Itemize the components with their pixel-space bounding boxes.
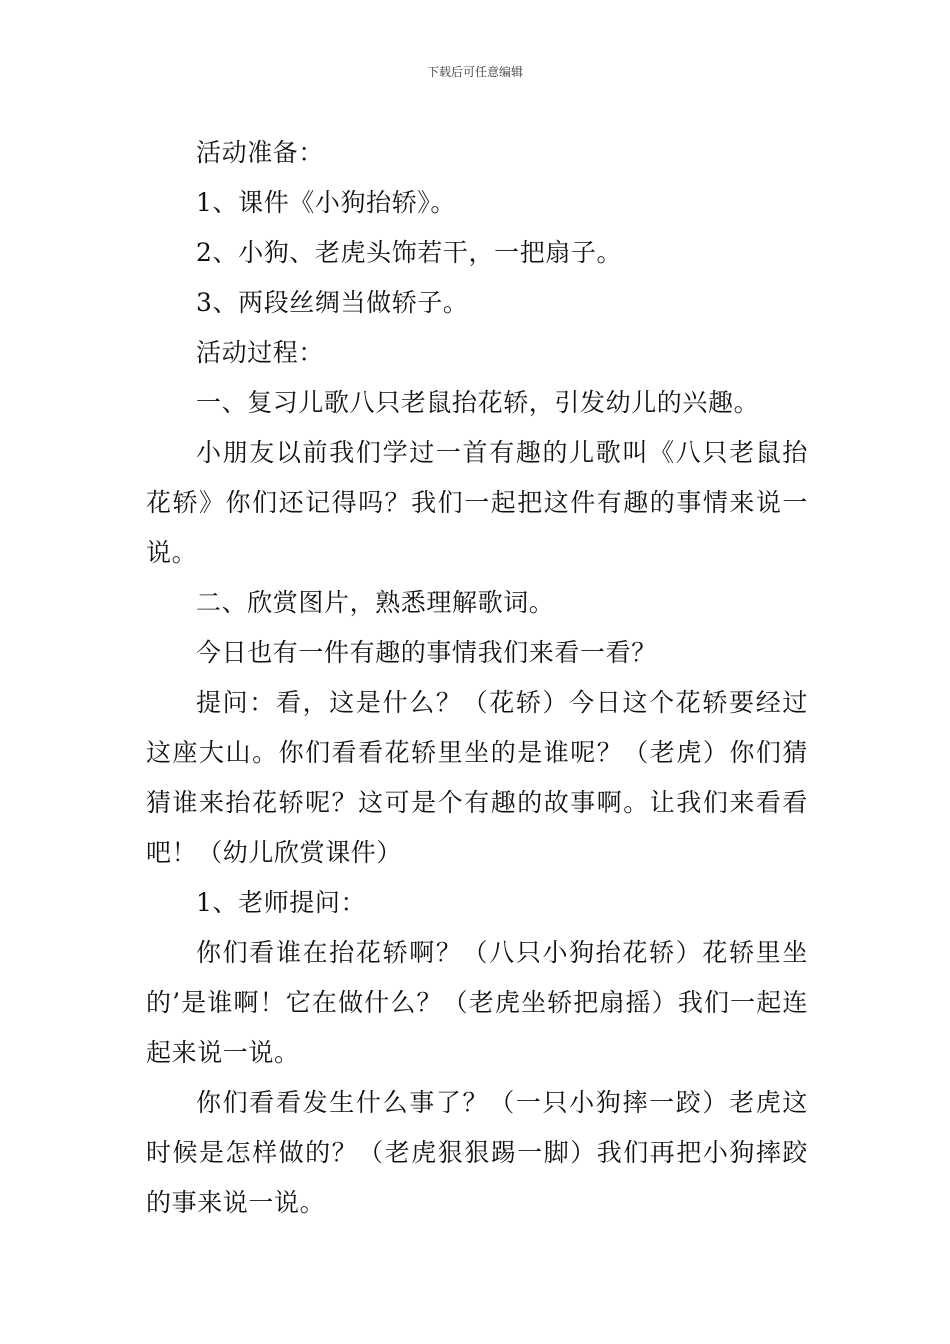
document-body (146, 128, 808, 1228)
step-one-heading: 一、复习儿歌八只老鼠抬花轿，引发幼儿的兴趣。 (196, 388, 760, 417)
paragraph-intro: 今日也有一件有趣的事情我们来看一看？ (196, 638, 657, 667)
page-header: 下载后可任意编辑 (426, 65, 523, 79)
paragraph-review-song: 小朋友以前我们学过一首有趣的儿歌叫《八只老鼠抬花轿》你们还记得吗？我们一起把这件有趣的事情来说一说。 (146, 438, 808, 567)
section-heading-preparation: 活动准备： (196, 138, 325, 167)
paragraph-questions: 提问：看，这是什么？（花轿）今日这个花轿要经过这座大山。你们看看花轿里坐的是谁呢？（老虎）你们猜猜谁来抬花轿呢？这可是个有趣的故事啊。让我们来看看吧！（幼儿欣赏课件） (146, 688, 808, 867)
list-item-courseware: 1、课件《小狗抬轿》。 (196, 188, 457, 217)
section-heading-process: 活动过程： (196, 338, 325, 367)
step-two-heading: 二、欣赏图片，熟悉理解歌词。 (196, 588, 555, 617)
list-item-silk: 3、两段丝绸当做轿子。 (196, 288, 469, 317)
paragraph-what-happened: 你们看看发生什么事了？（一只小狗摔一跤）老虎这时候是怎样做的？（老虎狠狠踢一脚）我们再把小狗摔跤的事来说一说。 (146, 1088, 808, 1217)
list-item-props: 2、小狗、老虎头饰若干，一把扇子。 (196, 238, 623, 267)
subheading-teacher-questions: 1、老师提问： (196, 888, 367, 917)
paragraph-who-carries: 你们看谁在抬花轿啊？（八只小狗抬花轿）花轿里坐的’是谁啊！它在做什么？（老虎坐轿把扇摇）我们一起连起来说一说。 (146, 938, 808, 1067)
